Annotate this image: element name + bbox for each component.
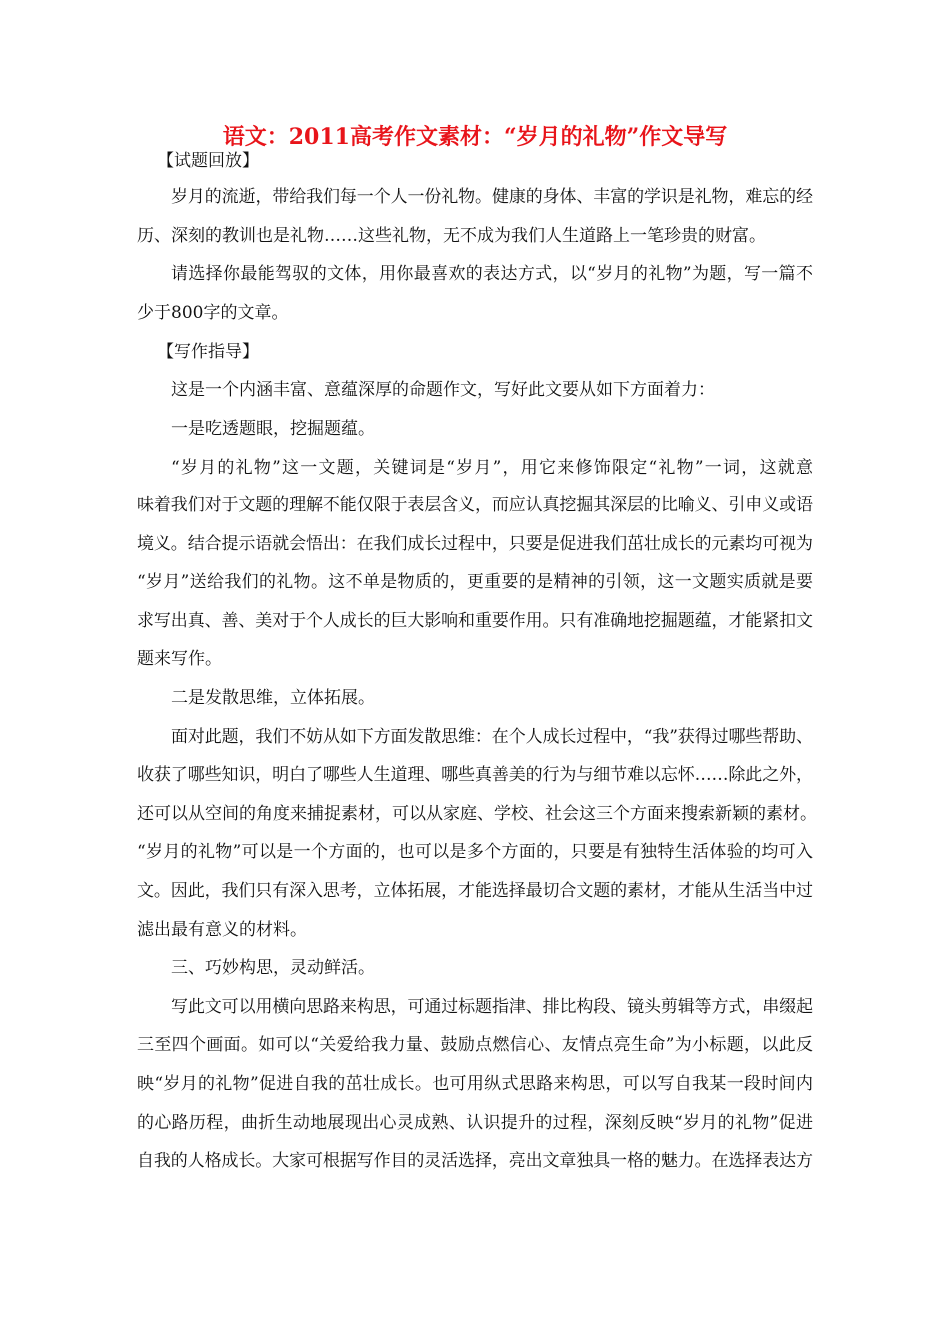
- paragraph-line: 面对此题，我们不妨从如下方面发散思维：在个人成长过程中，“我”获得过哪些帮助、: [171, 727, 813, 747]
- paragraph-line: 一是吃透题眼，挖掘题蕴。: [171, 419, 375, 439]
- paragraph-line: 【试题回放】: [157, 151, 259, 171]
- paragraph-line: 收获了哪些知识，明白了哪些人生道理、哪些真善美的行为与细节难以忘怀……除此之外，: [137, 765, 813, 785]
- paragraph-line: 【写作指导】: [157, 342, 259, 362]
- paragraph-line: 题来写作。: [137, 649, 222, 669]
- paragraph-line: 写此文可以用横向思路来构思，可通过标题指津、排比构段、镜头剪辑等方式，串缀起: [171, 997, 813, 1017]
- paragraph-line: 历、深刻的教训也是礼物……这些礼物，无不成为我们人生道路上一笔珍贵的财富。: [137, 226, 766, 246]
- paragraph-line: 滤出最有意义的材料。: [137, 920, 307, 940]
- paragraph-line: 境义。结合提示语就会悟出：在我们成长过程中，只要是促进我们茁壮成长的元素均可视为: [137, 534, 813, 554]
- paragraph-line: 三至四个画面。如可以“关爱给我力量、鼓励点燃信心、友情点亮生命”为小标题，以此反: [137, 1035, 814, 1055]
- paragraph-line: 请选择你最能驾驭的文体，用你最喜欢的表达方式，以“岁月的礼物”为题，写一篇不: [171, 264, 814, 284]
- paragraph-line: 三、巧妙构思，灵动鲜活。: [171, 958, 375, 978]
- paragraph-line: 二是发散思维，立体拓展。: [171, 688, 375, 708]
- paragraph-line: 的心路历程，曲折生动地展现出心灵成熟、认识提升的过程，深刻反映“岁月的礼物”促进: [137, 1113, 814, 1133]
- paragraph-line: 还可以从空间的角度来捕捉素材，可以从家庭、学校、社会这三个方面来搜索新颖的素材。: [137, 804, 817, 824]
- paragraph-line: 味着我们对于文题的理解不能仅限于表层含义，而应认真挖掘其深层的比喻义、引申义或语: [137, 495, 813, 515]
- paragraph-line: 岁月的流逝，带给我们每一个人一份礼物。健康的身体、丰富的学识是礼物，难忘的经: [171, 187, 813, 207]
- paragraph-line: 这是一个内涵丰富、意蕴深厚的命题作文，写好此文要从如下方面着力：: [171, 380, 715, 400]
- paragraph-line: 求写出真、善、美对于个人成长的巨大影响和重要作用。只有准确地挖掘题蕴，才能紧扣文: [137, 611, 813, 631]
- paragraph-line: “岁月”送给我们的礼物。这不单是物质的，更重要的是精神的引领，这一文题实质就是要: [137, 572, 814, 592]
- paragraph-line: 少于800字的文章。: [137, 303, 289, 323]
- paragraph-line: “岁月的礼物”这一文题，关键词是“岁月”，用它来修饰限定“礼物”一词，这就意: [171, 458, 815, 478]
- paragraph-line: “岁月的礼物”可以是一个方面的，也可以是多个方面的，只要是有独特生活体验的均可入: [137, 842, 814, 862]
- paragraph-line: 映“岁月的礼物”促进自我的茁壮成长。也可用纵式思路来构思，可以写自我某一段时间内: [137, 1074, 814, 1094]
- document-title: 语文：2011高考作文素材：“岁月的礼物”作文导写: [222, 124, 728, 150]
- paragraph-line: 自我的人格成长。大家可根据写作目的灵活选择，亮出文章独具一格的魅力。在选择表达方: [137, 1151, 813, 1171]
- paragraph-line: 文。因此，我们只有深入思考，立体拓展，才能选择最切合文题的素材，才能从生活当中过: [137, 881, 813, 901]
